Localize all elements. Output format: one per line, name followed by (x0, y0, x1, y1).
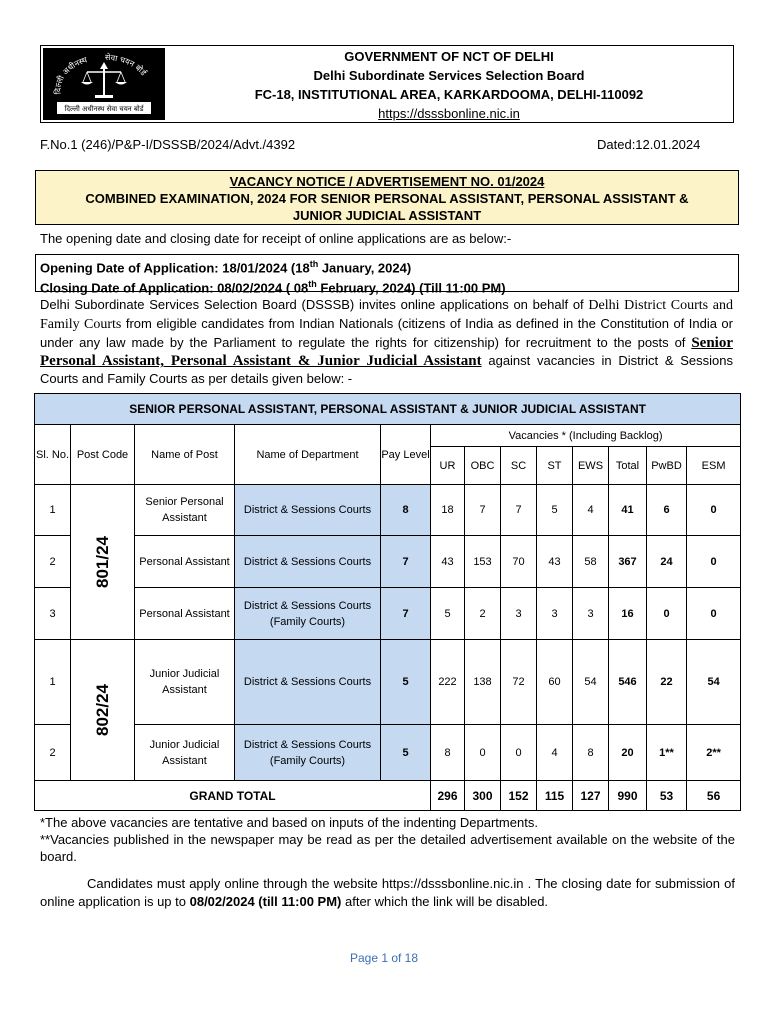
grand-total-total: 990 (609, 781, 647, 811)
cell-ur: 5 (431, 588, 465, 640)
cell-total: 41 (609, 485, 647, 536)
svg-text:सेवा चयन बोर्ड (105, 52, 149, 78)
cell-ews: 58 (573, 536, 609, 588)
post-code-801 (71, 485, 135, 640)
cell-ur: 18 (431, 485, 465, 536)
cell-total: 367 (609, 536, 647, 588)
opening-date-suffix: January, 2024) (318, 260, 412, 276)
opening-date-sup: th (309, 259, 319, 269)
apply-part1: Candidates must apply online through the website https://dsssbonline.nic.in . The closing date for submission of online application is up to (40, 876, 735, 909)
header-pay-level: Pay Level (381, 425, 431, 485)
cell-sc: 72 (501, 640, 537, 725)
header-ur: UR (431, 447, 465, 485)
apply-part2: after which the link will be disabled. (341, 894, 549, 909)
header-name-of-post: Name of Post (135, 425, 235, 485)
closing-date-sup: th (308, 279, 317, 290)
header-box (40, 45, 734, 123)
footnote-1: *The above vacancies are tentative and based on inputs of the indenting Departments. (40, 815, 538, 830)
cell-sl: 2 (35, 725, 71, 781)
table-row (35, 588, 741, 640)
header-post-code: Post Code (71, 425, 135, 485)
opening-date (40, 256, 734, 276)
cell-sl: 1 (35, 485, 71, 536)
application-dates-box (35, 254, 739, 296)
grand-total-esm: 56 (687, 781, 741, 811)
cell-sl: 1 (35, 640, 71, 725)
cell-pwbd: 1** (647, 725, 687, 781)
cell-sc: 0 (501, 725, 537, 781)
grand-total-pwbd: 53 (647, 781, 687, 811)
footnote-2: **Vacancies published in the newspaper may be read as per the detailed advertisement available on the website of the board. (40, 832, 735, 864)
cell-sl: 3 (35, 588, 71, 640)
header-department: Name of Department (235, 425, 381, 485)
logo-motto: दिल्ली अधीनस्थ सेवा चयन बोर्ड (64, 105, 144, 113)
cell-st: 5 (537, 485, 573, 536)
cell-department: District & Sessions Courts (235, 485, 381, 536)
cell-department: District & Sessions Courts (235, 640, 381, 725)
cell-obc: 153 (465, 536, 501, 588)
logo-arc-left: दिल्ली अधीनस्थ (53, 55, 89, 95)
header-sc: SC (501, 447, 537, 485)
cell-ur: 8 (431, 725, 465, 781)
table-row (35, 640, 741, 725)
apply-paragraph (40, 875, 735, 911)
cell-st: 3 (537, 588, 573, 640)
cell-total: 16 (609, 588, 647, 640)
cell-post: Senior Personal Assistant (135, 485, 235, 536)
intro-posts: Senior Personal Assistant, Personal Assistant & Junior Judicial Assistant (40, 335, 733, 369)
board-address: FC-18, INSTITUTIONAL AREA, KARKARDOOMA, DELHI-110092 (254, 87, 644, 102)
cell-total: 20 (609, 725, 647, 781)
cell-obc: 138 (465, 640, 501, 725)
notice-title-box (35, 170, 739, 225)
board-website-link[interactable]: https://dsssbonline.nic.in (378, 106, 520, 121)
closing-date (40, 276, 734, 296)
cell-st: 43 (537, 536, 573, 588)
table-row (35, 725, 741, 781)
header-vacancies: Vacancies * (Including Backlog) (431, 425, 741, 447)
header-ews: EWS (573, 447, 609, 485)
post-code-802-text: 802/24 (92, 684, 112, 736)
cell-pay-level: 8 (381, 485, 431, 536)
cell-pwbd: 6 (647, 485, 687, 536)
dates-intro-text: The opening date and closing date for receipt of online applications are as below:- (40, 231, 512, 246)
apply-deadline: 08/02/2024 (till 11:00 PM) (189, 894, 342, 909)
cell-pay-level: 5 (381, 640, 431, 725)
header-lines (165, 46, 733, 125)
grand-total-sc: 152 (501, 781, 537, 811)
header-sl-no: Sl. No. (35, 425, 71, 485)
dsssb-logo (43, 48, 165, 120)
cell-total: 546 (609, 640, 647, 725)
cell-department: District & Sessions Courts (235, 536, 381, 588)
header-total: Total (609, 447, 647, 485)
cell-pay-level: 7 (381, 588, 431, 640)
vacancy-table (34, 393, 741, 811)
logo-arc-right: सेवा चयन बोर्ड (104, 52, 148, 78)
notice-number: VACANCY NOTICE / ADVERTISEMENT NO. 01/2024 (229, 174, 545, 189)
cell-department: District & Sessions Courts (Family Courts) (235, 588, 381, 640)
cell-post: Personal Assistant (135, 588, 235, 640)
cell-post: Junior Judicial Assistant (135, 640, 235, 725)
closing-date-text: Closing Date of Application: 08/02/2024 ( 08 (40, 280, 309, 296)
emblem-icon (43, 48, 165, 120)
cell-pay-level: 7 (381, 536, 431, 588)
closing-date-suffix: February, 2024) (Till 11:00 PM) (316, 280, 506, 296)
table-row (35, 536, 741, 588)
cell-obc: 7 (465, 485, 501, 536)
cell-st: 4 (537, 725, 573, 781)
cell-ews: 4 (573, 485, 609, 536)
cell-post: Junior Judicial Assistant (135, 725, 235, 781)
cell-st: 60 (537, 640, 573, 725)
grand-total-obc: 300 (465, 781, 501, 811)
board-name: Delhi Subordinate Services Selection Board (313, 68, 585, 83)
grand-total-label: GRAND TOTAL (35, 781, 431, 811)
cell-sc: 7 (501, 485, 537, 536)
cell-ews: 3 (573, 588, 609, 640)
post-code-801-text: 801/24 (92, 536, 112, 588)
cell-obc: 2 (465, 588, 501, 640)
cell-pwbd: 24 (647, 536, 687, 588)
intro-part3: against vacancies in District & Sessions Courts and Family Courts as per details given below: - (40, 353, 734, 386)
cell-obc: 0 (465, 725, 501, 781)
header-st: ST (537, 447, 573, 485)
cell-sc: 70 (501, 536, 537, 588)
cell-pwbd: 0 (647, 588, 687, 640)
opening-date-text: Opening Date of Application: 18/01/2024 (18 (40, 260, 310, 276)
intro-courts: Delhi District Courts and Family Courts (40, 298, 733, 332)
cell-esm: 2** (687, 725, 741, 781)
intro-paragraph (40, 296, 733, 388)
govt-name: GOVERNMENT OF NCT OF DELHI (344, 49, 554, 64)
file-number: F.No.1 (246)/P&P-I/DSSSB/2024/Advt./4392 (40, 137, 296, 152)
cell-pwbd: 22 (647, 640, 687, 725)
date-of-issue: Dated:12.01.2024 (597, 137, 701, 152)
grand-total-ur: 296 (431, 781, 465, 811)
intro-part2: from eligible candidates from Indian Nationals (citizens of India as defined in the Constitution of India or under any law made by the Parliament to regulate the rights for citizenship) for recruitment to the posts of (40, 316, 733, 350)
footnotes (40, 814, 735, 865)
cell-esm: 54 (687, 640, 741, 725)
cell-department: District & Sessions Courts (Family Courts) (235, 725, 381, 781)
cell-esm: 0 (687, 485, 741, 536)
grand-total-st: 115 (537, 781, 573, 811)
intro-part1: Delhi Subordinate Services Selection Board (DSSSB) invites online applications on behalf of (40, 297, 589, 312)
cell-ur: 222 (431, 640, 465, 725)
cell-sc: 3 (501, 588, 537, 640)
cell-ur: 43 (431, 536, 465, 588)
header-esm: ESM (687, 447, 741, 485)
exam-title: COMBINED EXAMINATION, 2024 FOR SENIOR PERSONAL ASSISTANT, PERSONAL ASSISTANT & JUNIOR JUDICIAL ASSISTANT (85, 191, 689, 223)
page-number: Page 1 of 18 (349, 951, 419, 965)
cell-ews: 8 (573, 725, 609, 781)
cell-esm: 0 (687, 588, 741, 640)
svg-text:दिल्ली अधीनस्थ (52, 55, 89, 94)
table-row (35, 485, 741, 536)
cell-ews: 54 (573, 640, 609, 725)
table-title: SENIOR PERSONAL ASSISTANT, PERSONAL ASSISTANT & JUNIOR JUDICIAL ASSISTANT (35, 394, 741, 425)
grand-total-row (35, 781, 741, 811)
cell-pay-level: 5 (381, 725, 431, 781)
cell-post: Personal Assistant (135, 536, 235, 588)
grand-total-ews: 127 (573, 781, 609, 811)
header-pwbd: PwBD (647, 447, 687, 485)
post-code-802 (71, 640, 135, 781)
header-obc: OBC (465, 447, 501, 485)
cell-esm: 0 (687, 536, 741, 588)
cell-sl: 2 (35, 536, 71, 588)
